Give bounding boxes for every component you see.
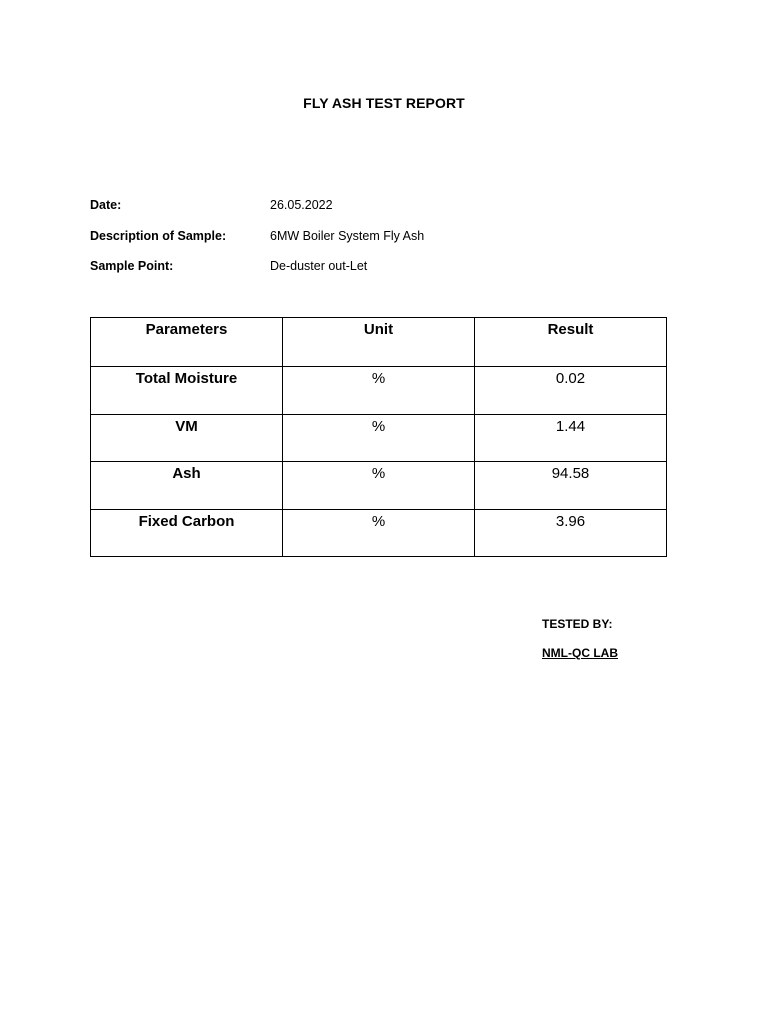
table-row bbox=[91, 367, 667, 415]
info-row-description bbox=[90, 229, 590, 247]
description-value: 6MW Boiler System Fly Ash bbox=[270, 229, 425, 243]
unit-cell: % bbox=[283, 367, 475, 415]
results-table bbox=[90, 317, 667, 557]
header-result: Result bbox=[475, 318, 667, 367]
sample-point-label: Sample Point: bbox=[90, 259, 174, 273]
result-cell: 3.96 bbox=[475, 509, 667, 557]
description-label: Description of Sample: bbox=[90, 229, 227, 243]
unit-cell: % bbox=[283, 414, 475, 462]
result-cell: 0.02 bbox=[475, 367, 667, 415]
parameter-cell: Fixed Carbon bbox=[91, 509, 283, 557]
table-row bbox=[91, 509, 667, 557]
report-title: FLY ASH TEST REPORT bbox=[303, 95, 465, 111]
header-parameters: Parameters bbox=[91, 318, 283, 367]
parameter-cell: VM bbox=[91, 414, 283, 462]
date-value: 26.05.2022 bbox=[270, 198, 333, 212]
unit-cell: % bbox=[283, 509, 475, 557]
lab-name: NML-QC LAB bbox=[542, 646, 618, 660]
parameter-cell: Total Moisture bbox=[91, 367, 283, 415]
parameter-cell: Ash bbox=[91, 462, 283, 510]
unit-cell: % bbox=[283, 462, 475, 510]
tested-by-label: TESTED BY: bbox=[542, 617, 613, 631]
date-label: Date: bbox=[90, 198, 122, 212]
info-row-date bbox=[90, 198, 590, 216]
table-row bbox=[91, 462, 667, 510]
header-unit: Unit bbox=[283, 318, 475, 367]
table-header-row bbox=[91, 318, 667, 367]
result-cell: 94.58 bbox=[475, 462, 667, 510]
result-cell: 1.44 bbox=[475, 414, 667, 462]
sample-point-value: De-duster out-Let bbox=[270, 259, 368, 273]
info-row-sample-point bbox=[90, 259, 590, 277]
table-row bbox=[91, 414, 667, 462]
